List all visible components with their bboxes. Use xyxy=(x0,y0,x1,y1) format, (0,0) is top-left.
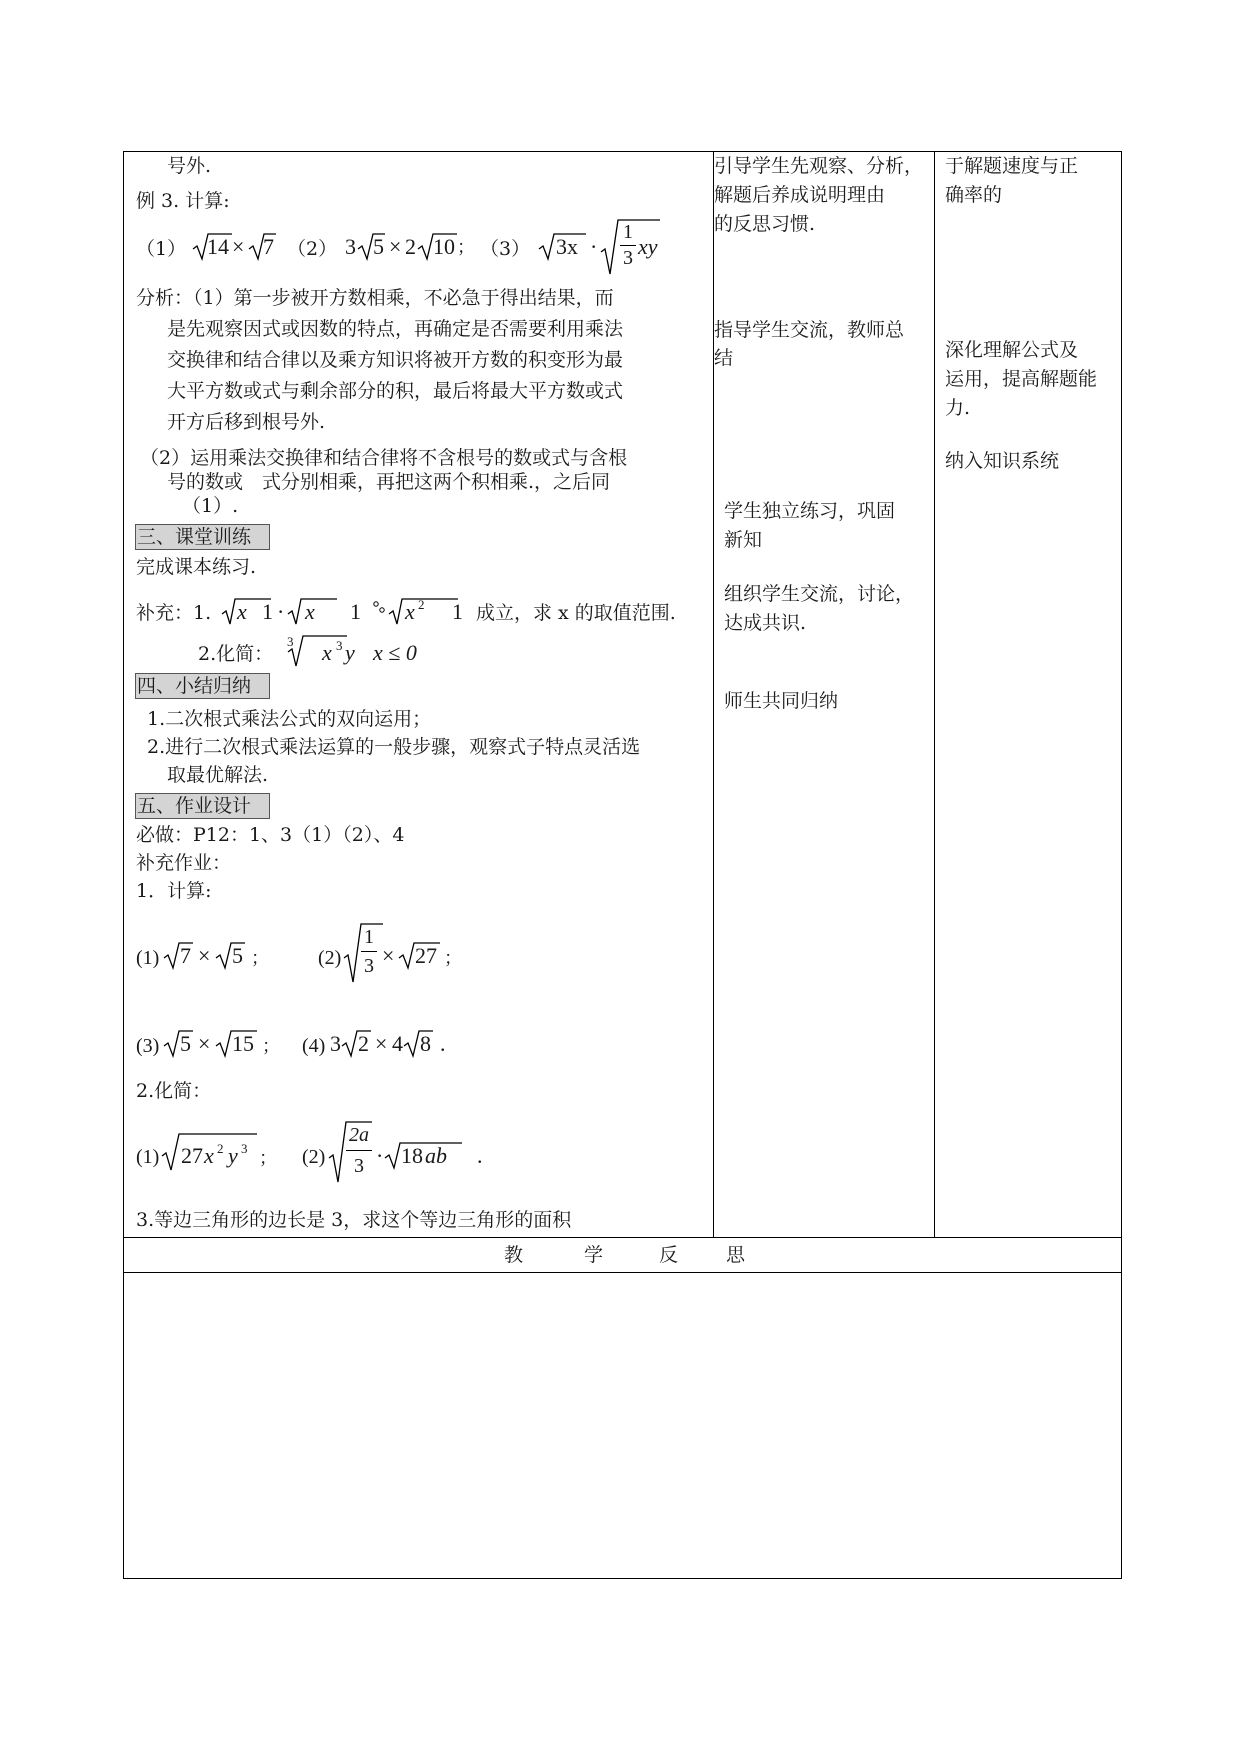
design-intent-line: 力. xyxy=(945,397,971,419)
item-label: (3) xyxy=(136,1035,160,1057)
sqrt-sign xyxy=(287,597,307,627)
condition: x ≤ 0 xyxy=(373,640,417,665)
analysis-line: （2）运用乘法交换律和结合律将不含根号的数或式与含根 xyxy=(140,447,628,469)
number: 1 xyxy=(262,599,273,624)
section-heading-5: 五、作业设计 xyxy=(137,795,252,817)
design-intent-line: 深化理解公式及 xyxy=(945,339,1079,361)
variable: x xyxy=(204,1143,214,1168)
coefficient: 2 xyxy=(405,234,416,259)
supplement-1-tail: 成立，求 x 的取值范围. xyxy=(476,602,676,624)
dot-operator: · xyxy=(376,1143,384,1168)
exponent: 3 xyxy=(336,638,343,653)
analysis-line: 号的数或 式分别相乘，再把这两个积相乘.，之后同 xyxy=(167,471,611,493)
part-label-3: （3） xyxy=(480,238,531,260)
teacher-activity-line: 达成共识. xyxy=(724,612,807,634)
variable: x xyxy=(305,599,315,624)
item-label: (4) xyxy=(302,1035,326,1057)
design-intent-line: 纳入知识系统 xyxy=(945,450,1060,472)
radicand: 7 xyxy=(263,234,274,259)
row-divider-reflection-top xyxy=(123,1237,1122,1238)
semicolon: ； xyxy=(444,948,462,968)
analysis-line: 是先观察因式或因数的特点，再确定是否需要利用乘法 xyxy=(167,318,624,340)
continued-text: 号外. xyxy=(167,155,212,177)
variable: ab xyxy=(425,1143,447,1168)
item-label: (1) xyxy=(136,1146,160,1168)
fraction-denominator: 3 xyxy=(354,1155,364,1177)
radicand: 10 xyxy=(433,234,455,259)
times-sign: × xyxy=(375,1031,388,1056)
summary-item: 2.进行二次根式乘法运算的一般步骤，观察式子特点灵活选 xyxy=(147,736,641,758)
semicolon: ； xyxy=(251,948,269,968)
times-sign: × xyxy=(198,1031,211,1056)
analysis-line: 交换律和结合律以及乘方知识将被开方数的积变形为最 xyxy=(167,349,624,371)
item-label: (2) xyxy=(302,1146,326,1168)
reflection-title-char: 学 xyxy=(584,1244,604,1266)
summary-item: 取最优解法. xyxy=(167,764,269,786)
dot-operator: · xyxy=(590,234,598,259)
part-label-2: （2） xyxy=(287,238,338,260)
variable: y xyxy=(345,640,355,665)
teacher-activity-line: 引导学生先观察、分析， xyxy=(714,155,924,177)
period: . xyxy=(440,1031,446,1056)
radicand: 7 xyxy=(180,943,191,968)
item-label: (1) xyxy=(136,947,160,969)
exponent: 2 xyxy=(418,597,425,612)
radicand: 3x xyxy=(556,234,578,259)
homework-3-text: 3.等边三角形的边长是 3，求这个等边三角形的面积 xyxy=(136,1209,572,1231)
reflection-area xyxy=(124,1273,1121,1578)
fraction-bar xyxy=(620,245,636,246)
design-intent-line: 运用，提高解题能 xyxy=(945,368,1098,390)
degree-glyph xyxy=(372,600,386,614)
fraction-numerator: 1 xyxy=(623,221,633,243)
coefficient: 4 xyxy=(392,1031,403,1056)
homework-extra: 补充作业： xyxy=(136,852,232,874)
teacher-activity-line: 学生独立练习，巩固 xyxy=(724,500,896,522)
exercise-text: 完成课本练习. xyxy=(136,556,257,578)
reflection-title-char: 教 xyxy=(504,1244,524,1266)
section-heading-3: 三、课堂训练 xyxy=(137,526,252,548)
column-divider-2 xyxy=(934,151,935,1237)
fraction-denominator: 3 xyxy=(623,247,633,269)
fraction-bar xyxy=(361,951,377,952)
semicolon: ； xyxy=(259,1148,277,1168)
analysis-line: 大平方数或式与剩余部分的积，最后将最大平方数或式 xyxy=(167,380,624,402)
period: . xyxy=(477,1143,483,1168)
exponent: 3 xyxy=(241,1141,248,1156)
fraction-bar xyxy=(346,1150,372,1151)
number: 1 xyxy=(452,599,463,624)
homework-2-title: 2.化简： xyxy=(136,1080,212,1102)
design-intent-line: 确率的 xyxy=(945,184,1003,206)
fraction-numerator: 1 xyxy=(364,926,374,948)
variable: x xyxy=(237,599,247,624)
supplement-2-label: 2.化简： xyxy=(198,643,274,665)
radicand: 8 xyxy=(420,1031,431,1056)
section-heading-4: 四、小结归纳 xyxy=(137,675,252,697)
radicand: 2 xyxy=(358,1031,369,1056)
fraction-denominator: 3 xyxy=(364,955,374,977)
fraction-numerator: 2a xyxy=(349,1124,369,1146)
times-sign: × xyxy=(198,943,211,968)
radicand: 14 xyxy=(207,234,229,259)
reflection-title-char: 反 xyxy=(659,1244,679,1266)
teacher-activity-line: 新知 xyxy=(724,529,763,551)
teacher-activity-line: 师生共同归纳 xyxy=(724,690,839,712)
analysis-line: （1）. xyxy=(182,495,239,517)
radicand: 15 xyxy=(232,1031,254,1056)
teacher-activity-line: 组织学生交流，讨论， xyxy=(724,583,915,605)
times-sign: × xyxy=(389,234,402,259)
radicand: 5 xyxy=(180,1031,191,1056)
part-label-1: （1） xyxy=(136,238,187,260)
radicand: 5 xyxy=(373,234,384,259)
analysis-line: 分析：（1）第一步被开方数相乘，不必急于得出结果，而 xyxy=(136,287,614,309)
semicolon: ； xyxy=(262,1036,280,1056)
variable: xy xyxy=(638,234,658,259)
item-label: (2) xyxy=(318,947,342,969)
analysis-line: 开方后移到根号外. xyxy=(167,411,326,433)
summary-item: 1.二次根式乘法公式的双向运用； xyxy=(147,708,432,730)
number: 1 xyxy=(350,599,361,624)
teacher-activity-line: 的反思习惯. xyxy=(714,213,816,235)
column-divider-1 xyxy=(713,151,714,1237)
teacher-activity-line: 解题后养成说明理由 xyxy=(714,184,886,206)
dot-operator: · xyxy=(277,599,285,624)
radicand: 5 xyxy=(232,943,243,968)
variable: y xyxy=(228,1143,238,1168)
variable: x xyxy=(322,640,332,665)
teacher-activity-line: 指导学生交流，教师总 xyxy=(714,319,905,341)
times-sign: × xyxy=(232,234,245,259)
semicolon: ； xyxy=(457,237,475,257)
design-intent-line: 于解题速度与正 xyxy=(945,155,1079,177)
reflection-title-char: 思 xyxy=(726,1244,746,1266)
radicand: 18 xyxy=(401,1143,423,1168)
radicand: 27 xyxy=(415,943,437,968)
teacher-activity-line: 结 xyxy=(714,347,734,369)
example-3-title: 例 3. 计算: xyxy=(136,190,230,212)
times-sign: × xyxy=(382,943,395,968)
homework-1-title: 1．计算: xyxy=(136,880,212,902)
variable: x xyxy=(405,599,415,624)
coefficient: 3 xyxy=(345,234,356,259)
coefficient: 3 xyxy=(330,1031,341,1056)
exponent: 2 xyxy=(217,1141,224,1156)
homework-required: 必做：P12：1、3（1）（2）、4 xyxy=(136,824,405,846)
supplement-1-label: 补充：1. xyxy=(136,602,212,624)
root-index: 3 xyxy=(287,634,294,649)
coefficient: 27 xyxy=(181,1143,203,1168)
